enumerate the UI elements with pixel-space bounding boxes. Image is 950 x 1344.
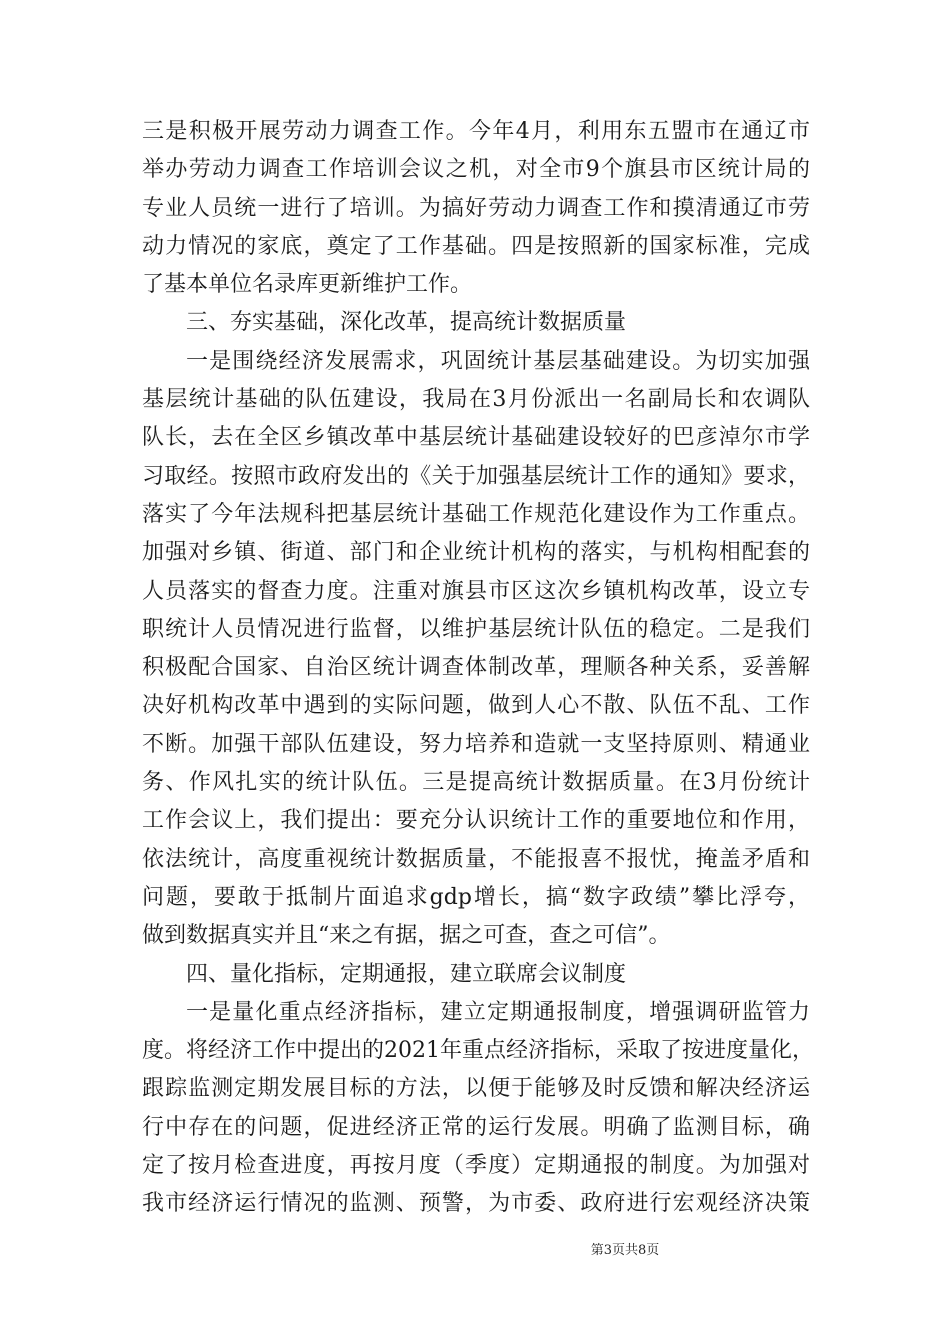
text-line: 队长，去在全区乡镇改革中基层统计基础建设较好的巴彦淖尔市学: [142, 425, 810, 451]
text-line: 问题，要敢于抵制片面追求gdp增长，搞“数字政绩”攀比浮夸，: [142, 884, 810, 910]
section-heading: 三、夯实基础，深化改革，提高统计数据质量: [186, 310, 627, 336]
text-line: 人员落实的督查力度。注重对旗县市区这次乡镇机构改革，设立专: [142, 578, 810, 604]
text-line: 举办劳动力调查工作培训会议之机，对全市9个旗县市区统计局的: [142, 157, 810, 183]
text-line: 做到数据真实并且“来之有据，据之可查，查之可信”。: [142, 923, 671, 949]
text-line: 三是积极开展劳动力调查工作。今年4月，利用东五盟市在通辽市: [142, 119, 810, 144]
text-line: 度。将经济工作中提出的2021年重点经济指标，采取了按进度量化，: [142, 1038, 814, 1064]
text-line: 积极配合国家、自治区统计调查体制改革，理顺各种关系，妥善解: [142, 655, 810, 681]
text-line: 加强对乡镇、街道、部门和企业统计机构的落实，与机构相配套的: [142, 540, 810, 566]
text-line: 职统计人员情况进行监督，以维护基层统计队伍的稳定。二是我们: [142, 616, 810, 642]
text-line: 习取经。按照市政府发出的《关于加强基层统计工作的通知》要求，: [142, 463, 810, 489]
page-number: 第3页共8页: [590, 1243, 660, 1258]
text-line: 行中存在的问题，促进经济正常的运行发展。明确了监测目标，确: [142, 1114, 810, 1140]
text-line: 不断。加强干部队伍建设，努力培养和造就一支坚持原则、精通业: [142, 731, 810, 757]
text-line: 了基本单位名录库更新维护工作。: [142, 272, 473, 298]
body-text: [142, 113, 814, 1224]
text-line: 依法统计，高度重视统计数据质量，不能报喜不报忧，掩盖矛盾和: [142, 846, 810, 872]
text-line: 专业人员统一进行了培训。为搞好劳动力调查工作和摸清通辽市劳: [142, 195, 810, 221]
text-line: 决好机构改革中遇到的实际问题，做到人心不散、队伍不乱、工作: [142, 693, 810, 719]
text-line: 定了按月检查进度，再按月度（季度）定期通报的制度。为加强对: [142, 1153, 810, 1179]
text-line: 基层统计基础的队伍建设，我局在3月份派出一名副局长和农调队: [142, 387, 810, 413]
text-line: 动力情况的家底，奠定了工作基础。四是按照新的国家标准，完成: [142, 233, 810, 259]
text-line: 一是围绕经济发展需求，巩固统计基层基础建设。为切实加强: [186, 348, 810, 374]
text-line: 一是量化重点经济指标，建立定期通报制度，增强调研监管力: [186, 999, 810, 1025]
text-line: 务、作风扎实的统计队伍。三是提高统计数据质量。在3月份统计: [142, 770, 810, 796]
text-line: 我市经济运行情况的监测、预警，为市委、政府进行宏观经济决策: [142, 1191, 810, 1217]
page-footer: [0, 1242, 950, 1260]
text-line: 工作会议上，我们提出：要充分认识统计工作的重要地位和作用，: [142, 808, 810, 834]
text-line: 落实了今年法规科把基层统计基础工作规范化建设作为工作重点。: [142, 501, 810, 527]
text-line: 跟踪监测定期发展目标的方法，以便于能够及时反馈和解决经济运: [142, 1076, 810, 1102]
section-heading: 四、量化指标，定期通报，建立联席会议制度: [186, 961, 627, 987]
